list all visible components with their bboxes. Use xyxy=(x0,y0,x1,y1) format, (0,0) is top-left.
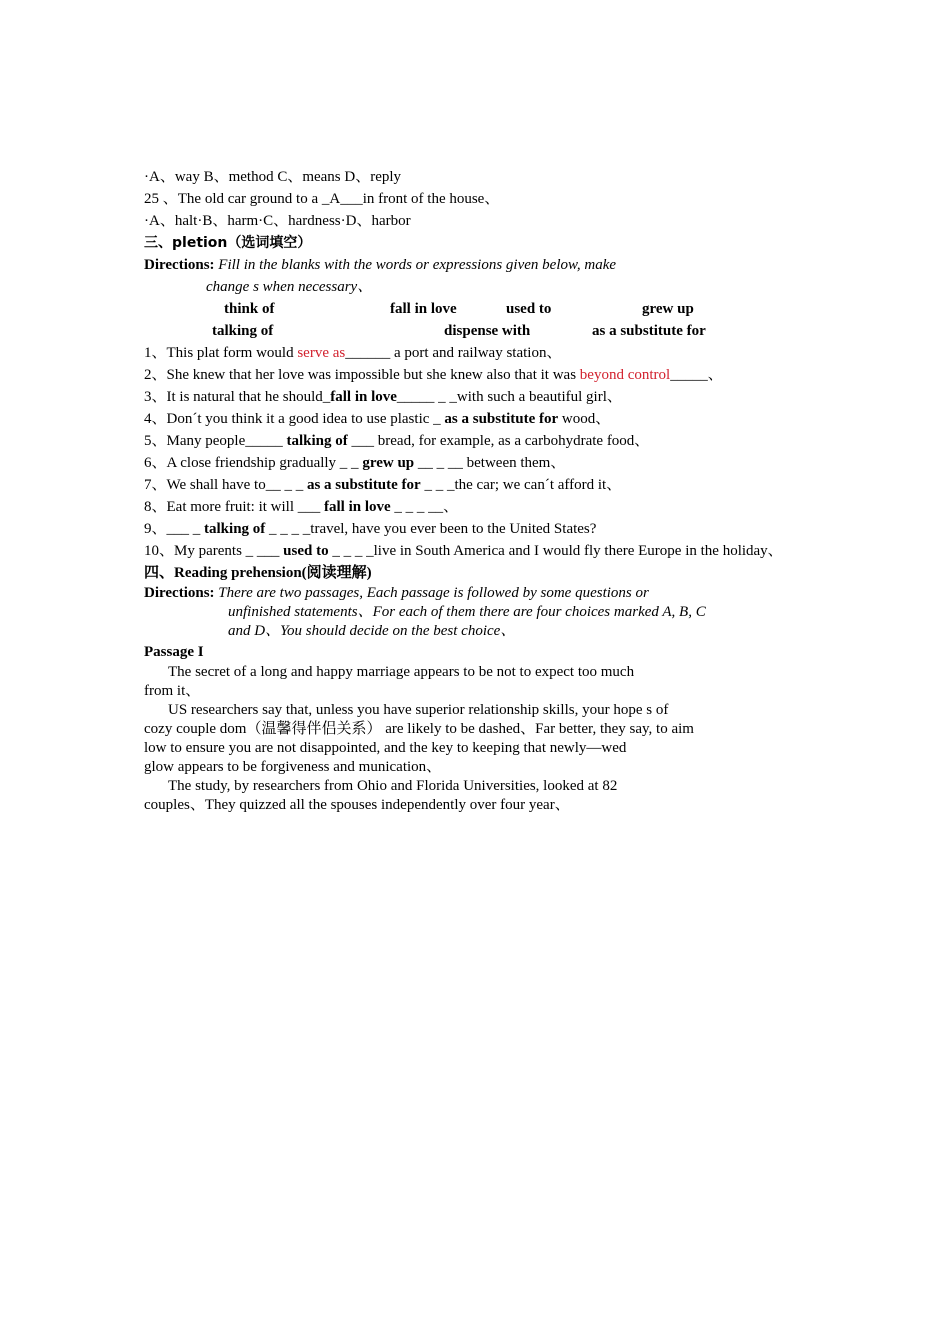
fill-item-7: 7、We shall have to__ _ _ as a substitute for _ _ _the car; we can´t afford it、 xyxy=(144,477,622,493)
fill-item-9: 9、___ _ talking of _ _ _ _travel, have you ever been to the United States? xyxy=(144,521,597,537)
word-option: fall in love xyxy=(390,301,457,317)
answer-text: used to xyxy=(283,543,329,559)
passage-line: low to ensure you are not disappointed, and the key to keeping that newly—wed xyxy=(144,740,627,756)
section-3-title: 三、pletion（选词填空） xyxy=(144,235,312,251)
document-body xyxy=(144,166,808,815)
directions-4-line-3: and D、You should decide on the best choice、 xyxy=(228,623,516,639)
directions-text: There are two passages, Each passage is followed by some questions or xyxy=(214,585,649,601)
q25-stem: 25 、The old car ground to a _A___in front of the house、 xyxy=(144,191,500,207)
fill-item-1: 1、This plat form would serve as______ a port and railway station、 xyxy=(144,345,562,361)
answer-text: grew up xyxy=(362,455,415,471)
fill-item-4: 4、Don´t you think it a good idea to use plastic _ as a substitute for wood、 xyxy=(144,411,611,427)
fill-item-5: 5、Many people_____ talking of ___ bread, for example, as a carbohydrate food、 xyxy=(144,433,650,449)
answer-text: fall in love xyxy=(324,499,391,515)
passage-line: The secret of a long and happy marriage appears to be not to expect too much xyxy=(168,664,635,680)
word-option: dispense with xyxy=(444,323,531,339)
passage-line: couples、They quizzed all the spouses independently over four year、 xyxy=(144,797,570,813)
word-bank-row-2 xyxy=(144,320,808,342)
fill-item-10: 10、My parents _ ___ used to _ _ _ _live in South America and I would fly there Europe in the holiday、 xyxy=(144,543,783,559)
passage-line: US researchers say that, unless you have superior relationship skills, your hope s of xyxy=(168,702,669,718)
answer-text: beyond control xyxy=(579,367,671,383)
passage-line: from it、 xyxy=(144,683,201,699)
passage-line: The study, by researchers from Ohio and Florida Universities, looked at 82 xyxy=(168,778,618,794)
answer-text: fall in love xyxy=(330,389,397,405)
directions-3-cont: change s when necessary、 xyxy=(206,279,373,295)
word-option: think of xyxy=(224,301,275,317)
directions-4 xyxy=(144,584,808,603)
word-option: as a substitute for xyxy=(592,323,706,339)
word-option: talking of xyxy=(212,323,274,339)
fill-item-8: 8、Eat more fruit: it will ___ fall in love _ _ _ __、 xyxy=(144,499,459,515)
answer-text: talking of xyxy=(286,433,348,449)
directions-label: Directions: xyxy=(144,257,215,273)
answer-text: talking of xyxy=(204,521,266,537)
directions-text: Fill in the blanks with the words or expressions given below, make xyxy=(214,257,617,273)
passage-label: Passage I xyxy=(144,644,204,660)
directions-3 xyxy=(144,254,808,276)
q25-options: ·A、halt·B、harm·C、hardness·D、harbor xyxy=(144,213,411,229)
fill-item-6: 6、A close friendship gradually _ _ grew up __ _ __ between them、 xyxy=(144,455,566,471)
answer-text: serve as xyxy=(297,345,346,361)
passage-line: glow appears to be forgiveness and munication、 xyxy=(144,759,442,775)
word-bank-row-1 xyxy=(144,298,808,320)
directions-4-line-2: unfinished statements、For each of them there are four choices marked A, B, C xyxy=(228,604,706,620)
answer-text: as a substitute for xyxy=(444,411,559,427)
fill-item-2: 2、She knew that her love was impossible but she knew also that it was beyond control_____、 xyxy=(144,367,723,383)
answer-text: as a substitute for xyxy=(306,477,421,493)
directions-label: Directions: xyxy=(144,585,215,601)
section-4-title: 四、Reading prehension(阅读理解) xyxy=(144,565,372,581)
q24-options: ·A、way B、method C、means D、reply xyxy=(144,169,402,185)
fill-item-3: 3、It is natural that he should_fall in love_____ _ _with such a beautiful girl、 xyxy=(144,389,622,405)
word-option: used to xyxy=(506,301,552,317)
passage-line: cozy couple dom（温馨得伴侣关系） are likely to be dashed、Far better, they say, to aim xyxy=(144,721,694,737)
word-option: grew up xyxy=(642,301,694,317)
